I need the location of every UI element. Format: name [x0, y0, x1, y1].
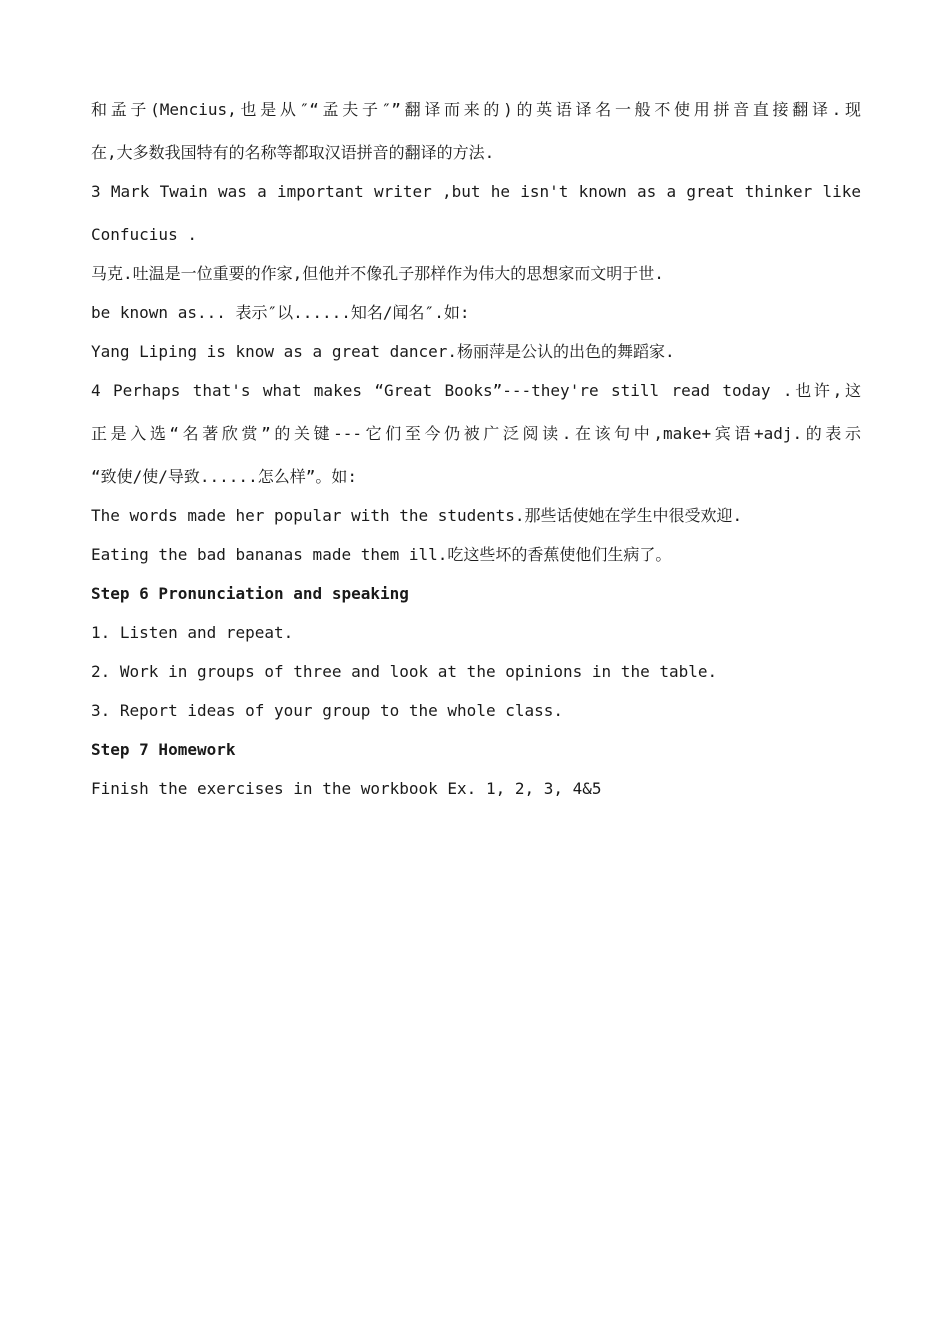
paragraph-line: Eating the bad bananas made them ill.吃这些坏的香蕉使他们生病了。 [91, 545, 672, 564]
paragraph-line: Finish the exercises in the workbook Ex. 1, 2, 3, 4&5 [91, 779, 602, 798]
paragraph-line: The words made her popular with the students.那些话使她在学生中很受欢迎. [91, 506, 743, 525]
paragraph-line: be known as... 表示″以......知名/闻名″.如: [91, 303, 470, 322]
paragraph-line: 在,大多数我国特有的名称等都取汉语拼音的翻译的方法. [91, 143, 495, 162]
list-item: 3. Report ideas of your group to the whole class. [91, 701, 564, 720]
paragraph-line: “致使/使/导致......怎么样”。如: [91, 467, 357, 486]
paragraph-line: 正是入选“名著欣赏”的关键---它们至今仍被广泛阅读.在该句中,make+宾语+adj.的表示 [91, 424, 861, 443]
paragraph-line: 4 Perhaps that's what makes “Great Books”---they're still read today .也许,这 [91, 381, 861, 400]
document-body [91, 96, 861, 800]
paragraph-line: 马克.吐温是一位重要的作家,但他并不像孔子那样作为伟大的思想家而文明于世. [91, 264, 664, 283]
section-heading: Step 6 Pronunciation and speaking [91, 584, 409, 603]
section-heading: Step 7 Homework [91, 740, 236, 759]
list-item: 1. Listen and repeat. [91, 623, 294, 642]
paragraph-line: 3 Mark Twain was a important writer ,but he isn't known as a great thinker like [91, 182, 861, 201]
paragraph-line: Confucius . [91, 225, 197, 244]
paragraph-line: Yang Liping is know as a great dancer.杨丽萍是公认的出色的舞蹈家. [91, 342, 675, 361]
list-item: 2. Work in groups of three and look at the opinions in the table. [91, 662, 718, 681]
paragraph-line: 和孟子(Mencius,也是从″“孟夫子″”翻译而来的)的英语译名一般不使用拼音直接翻译.现 [91, 100, 861, 119]
